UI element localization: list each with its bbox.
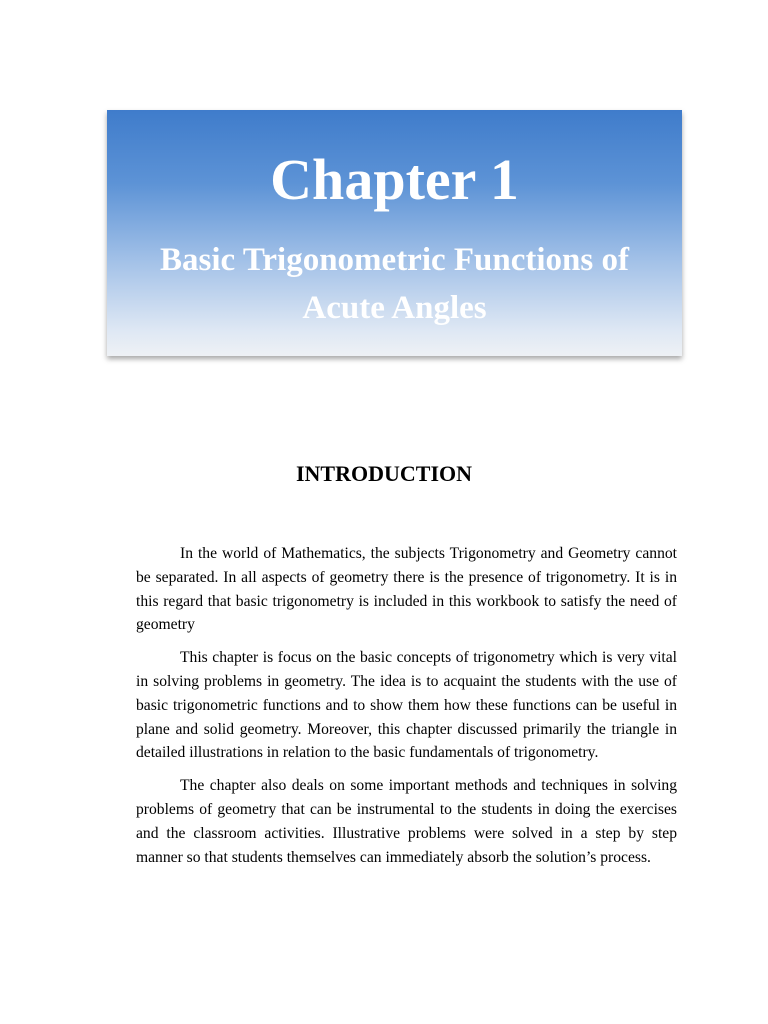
chapter-title: Basic Trigonometric Functions of Acute Angles — [160, 242, 629, 326]
chapter-number: Chapter 1 — [270, 147, 519, 212]
body-text — [136, 542, 677, 878]
paragraph: The chapter also deals on some important methods and techniques in solving problems of geometry that can be instrumental to the students in doing the exercises and the classroom activities. Illustrative problems were solved in a step by step manner so that students themselves can immediately absorb the solution’s process. — [136, 777, 677, 866]
chapter-banner — [107, 110, 682, 356]
paragraph: This chapter is focus on the basic concepts of trigonometry which is very vital in solving problems in geometry. The idea is to acquaint the students with the use of basic trigonometric functions and to show them how these functions can be useful in plane and solid geometry. Moreover, this chapter discussed primarily the triangle in detailed illustrations in relation to the basic fundamentals of trigonometry. — [136, 649, 677, 762]
paragraph: In the world of Mathematics, the subjects Trigonometry and Geometry cannot be separated. In all aspects of geometry there is the presence of trigonometry. It is in this regard that basic trigonometry is included in this workbook to satisfy the need of geometry — [136, 545, 677, 634]
section-heading: INTRODUCTION — [295, 461, 473, 486]
